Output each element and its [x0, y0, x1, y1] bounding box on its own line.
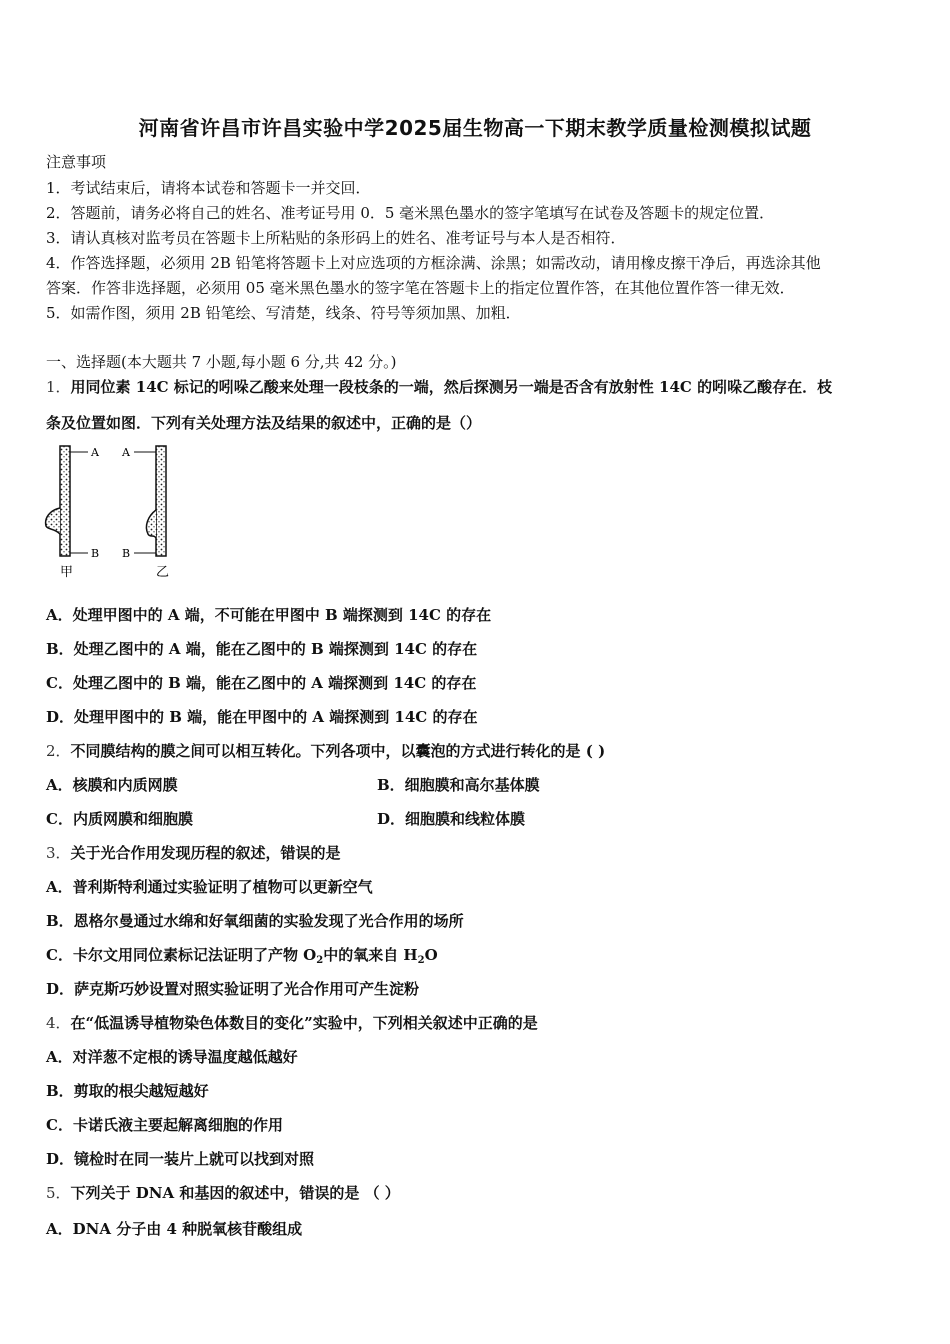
notice-heading: 注意事项	[46, 153, 107, 171]
q2-option-b: B．细胞膜和高尔基体膜	[377, 776, 540, 794]
q3-option-c	[46, 945, 438, 971]
notice-item-3: 3．请认真核对监考员在答题卡上所粘贴的条形码上的姓名、准考证号与本人是否相符．	[46, 229, 626, 247]
q1-stem-line2: 条及位置如图．下列有关处理方法及结果的叙述中，正确的是（）	[46, 414, 482, 432]
branch-yi	[134, 446, 166, 556]
q2-option-c: C．内质网膜和细胞膜	[46, 810, 193, 828]
q5-stem: 下列关于 DNA 和基因的叙述中，错误的是 （ ）	[70, 1184, 400, 1202]
q3-option-a: A．普利斯特利通过实验证明了植物可以更新空气	[46, 878, 373, 896]
q1-stem: 用同位素 14C 标记的吲哚乙酸来处理一段枝条的一端，然后探测另一端是否含有放射性 14C 的吲哚乙酸存在．枝	[70, 378, 833, 396]
fig-caption-jia: 甲	[60, 565, 74, 580]
q4-option-b: B．剪取的根尖越短越好	[46, 1082, 209, 1100]
q3-stem: 关于光合作用发现历程的叙述，错误的是	[70, 844, 341, 862]
q1-option-b: B．处理乙图中的 A 端，能在乙图中的 B 端探测到 14C 的存在	[46, 640, 478, 658]
q5-option-a: A．DNA 分子由 4 种脱氧核苷酸组成	[46, 1220, 303, 1238]
q3-option-b: B．恩格尔曼通过水绵和好氧细菌的实验发现了光合作用的场所	[46, 912, 464, 930]
q2-option-a: A．核膜和内质网膜	[46, 776, 178, 794]
q3-option-d: D．萨克斯巧妙设置对照实验证明了光合作用可产生淀粉	[46, 980, 420, 998]
notice-item-2: 2．答题前，请务必将自己的姓名、准考证号用 0．5 毫米黑色墨水的签字笔填写在试卷及答题卡的规定位置．	[46, 204, 775, 222]
q1-option-c: C．处理乙图中的 B 端，能在乙图中的 A 端探测到 14C 的存在	[46, 674, 477, 692]
q1-option-a: A．处理甲图中的 A 端，不可能在甲图中 B 端探测到 14C 的存在	[46, 606, 492, 624]
q1-option-d: D．处理甲图中的 B 端，能在甲图中的 A 端探测到 14C 的存在	[46, 708, 478, 726]
notice-item-4: 4．作答选择题，必须用 2B 铅笔将答题卡上对应选项的方框涂满、涂黑；如需改动，请用橡皮擦干净后，再选涂其他	[46, 254, 821, 272]
notice-item-4-cont: 答案．作答非选择题，必须用 05 毫米黑色墨水的签字笔在答题卡上的指定位置作答，在其他位置作答一律无效．	[46, 279, 795, 297]
notice-item-1: 1．考试结束后，请将本试卷和答题卡一并交回．	[46, 179, 371, 197]
fig-label-a-yi: A	[122, 446, 130, 459]
q5-number: 5．	[46, 1184, 71, 1202]
q3-option-c-post: O	[424, 946, 438, 964]
q4-option-d: D．镜检时在同一装片上就可以找到对照	[46, 1150, 315, 1168]
q3-option-c-sub2: 2	[417, 955, 425, 966]
q2-stem-line	[46, 741, 605, 761]
q1-number: 1．	[46, 378, 71, 396]
q3-option-c-sub1: 2	[316, 955, 324, 966]
branch-diagram	[40, 438, 190, 588]
q2-number: 2．	[46, 742, 71, 760]
section-heading: 一、选择题(本大题共 7 小题,每小题 6 分,共 42 分。)	[46, 353, 397, 371]
fig-label-a-jia: A	[91, 446, 99, 459]
q3-option-c-mid: 中的氧来自 H	[323, 946, 418, 964]
q2-stem: 不同膜结构的膜之间可以相互转化。下列各项中，以囊泡的方式进行转化的是 ( )	[70, 742, 606, 760]
q4-option-a: A．对洋葱不定根的诱导温度越低越好	[46, 1048, 298, 1066]
q2-option-d: D．细胞膜和线粒体膜	[377, 810, 526, 828]
q3-number: 3．	[46, 844, 71, 862]
q5-stem-line	[46, 1183, 400, 1203]
q1-stem-line1	[46, 377, 832, 397]
q4-option-c: C．卡诺氏液主要起解离细胞的作用	[46, 1116, 283, 1134]
q4-number: 4．	[46, 1014, 71, 1032]
q3-stem-line	[46, 843, 341, 863]
notice-item-5: 5．如需作图，须用 2B 铅笔绘、写清楚，线条、符号等须加黑、加粗．	[46, 304, 521, 322]
q4-stem: 在“低温诱导植物染色体数目的变化”实验中，下列相关叙述中正确的是	[70, 1014, 538, 1032]
fig-caption-yi: 乙	[156, 565, 170, 580]
fig-label-b-jia: B	[91, 547, 100, 560]
fig-label-b-yi: B	[122, 547, 131, 560]
q1-figure	[40, 438, 190, 588]
page-title: 河南省许昌市许昌实验中学2025届生物高一下期末教学质量检测模拟试题	[138, 116, 812, 140]
q4-stem-line	[46, 1013, 538, 1033]
branch-jia	[46, 446, 88, 556]
q3-option-c-pre: C．卡尔文用同位素标记法证明了产物 O	[46, 946, 317, 964]
